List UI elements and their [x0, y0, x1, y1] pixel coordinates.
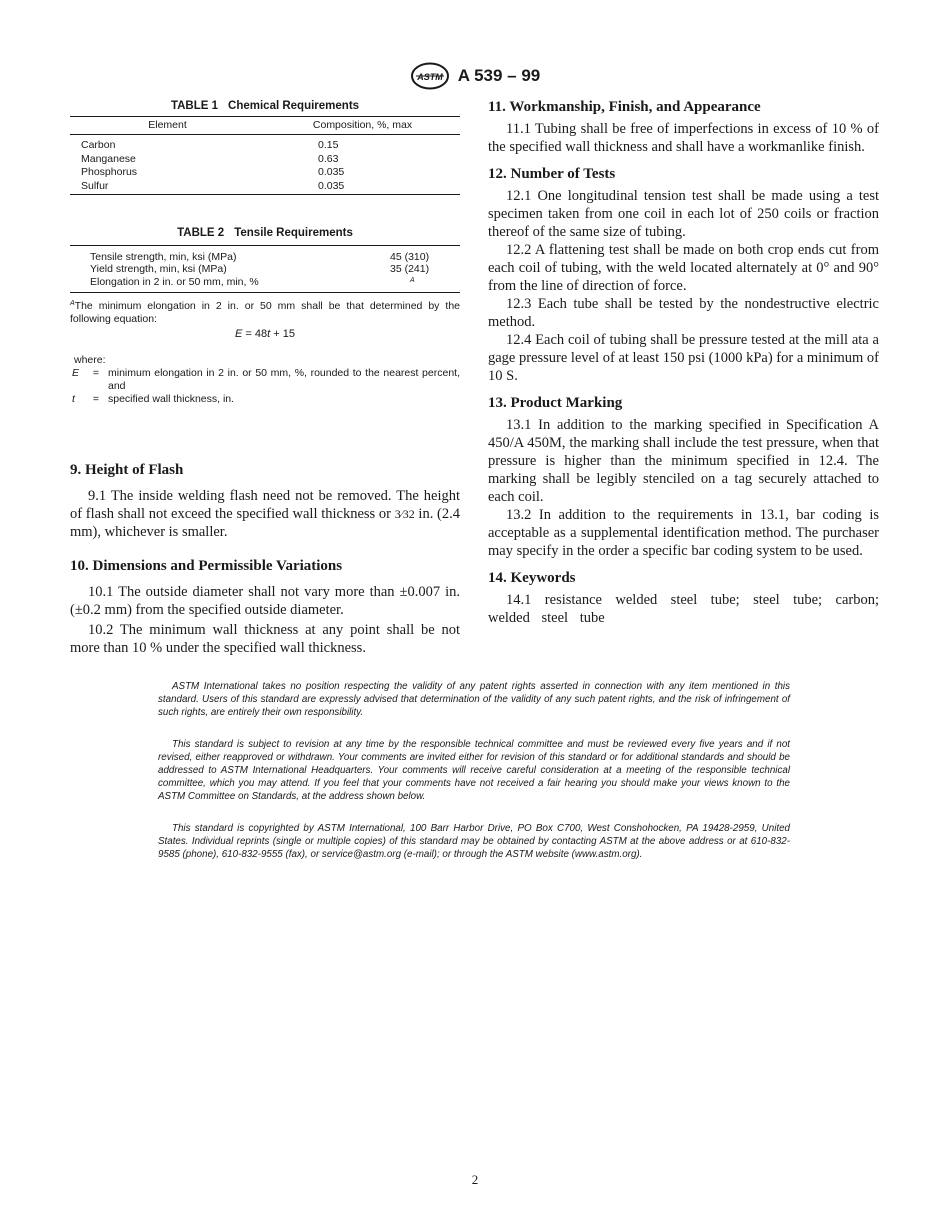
section-14-heading: 14. Keywords	[488, 570, 576, 586]
table2-caption: Tensile Requirements	[234, 227, 353, 239]
table-row	[70, 153, 460, 167]
section-9-1: 9.1 The inside welding flash need not be removed. The height of flash shall not exceed the specified wall thickness or 3⁄32 in. (2.4 mm), whichever is smaller.	[70, 488, 461, 540]
table2-label: Yield strength, min, ksi (MPa)	[90, 263, 227, 275]
section-10-2: 10.2 The minimum wall thickness at any point shall be not more than 10 % under the specified wall thickness.	[70, 622, 460, 656]
table2-number: TABLE 2	[177, 227, 225, 239]
table2-value: 45 (310)	[390, 246, 460, 264]
legal-notice-revision: This standard is subject to revision at any time by the responsible technical committee and must be reviewed every five years and if not revised, either reapproved or withdrawn. Your comments are invited either for revision of this standard or for additional standards and should be addressed to ASTM International Headquarters. Your comments will receive careful consideration at a meeting of the responsible technical committee, which you may attend. If you feel that your comments have not received a fair hearing you should make your views known to the ASTM Committee on Standards, at the address shown below.	[158, 739, 790, 802]
legal-notice-copyright: This standard is copyrighted by ASTM International, 100 Barr Harbor Drive, PO Box C700, West Conshohocken, PA 19428-2959, United States. Individual reprints (single or multiple copies) of this standard may be obtained by contacting ASTM at the above address or at 610-832-9585 (phone), 610-832-9555 (fax), or service@astm.org (e-mail); or through the ASTM website (www.astm.org).	[158, 823, 790, 860]
section-12-3: 12.3 Each tube shall be tested by the nondestructive electric method.	[488, 296, 879, 330]
table-row	[70, 246, 460, 264]
section-12-2: 12.2 A flattening test shall be made on both crop ends cut from each coil of tubing, with the weld located alternately at 0° and 90° from the line of direction of force.	[488, 242, 879, 294]
table1-value: 0.035	[265, 180, 460, 195]
elongation-equation: E = 48t + 15	[235, 328, 295, 340]
page-header	[0, 62, 950, 90]
table-row	[70, 166, 460, 180]
section-14-1: 14.1 resistance welded steel tube; steel tube; carbon; welded steel tube	[488, 592, 879, 626]
table1-value: 0.63	[318, 152, 339, 165]
table-tensile-requirements	[70, 245, 460, 293]
table-chemical-requirements	[70, 116, 460, 195]
table1-header-element: Element	[70, 117, 265, 135]
table-row	[70, 263, 460, 275]
table-row	[70, 275, 460, 293]
table1-title	[70, 98, 460, 114]
table1-element: Carbon	[81, 139, 116, 151]
table1-element: Manganese	[81, 152, 136, 165]
section-13-2: 13.2 In addition to the requirements in 13.1, bar coding is acceptable as a supplemental identification method. The purchaser may specify in the order a specific bar coding system to be used.	[488, 507, 879, 559]
section-9-heading: 9. Height of Flash	[70, 462, 184, 478]
table-row	[70, 135, 460, 153]
table1-element: Sulfur	[70, 180, 265, 195]
section-12-1: 12.1 One longitudinal tension test shall be made using a test specimen taken from one coil in each lot of 250 coils or fraction thereof of the same size of tubing.	[488, 188, 879, 240]
section-12-4: 12.4 Each coil of tubing shall be pressure tested at the mill ata a gage pressure level of at least 150 psi (1000 kPa) for a minimum of 10 S.	[488, 332, 879, 384]
page-number: 2	[471, 1172, 479, 1187]
logo-text: ASTM	[416, 72, 443, 82]
section-11-1: 11.1 Tubing shall be free of imperfections in excess of 10 % of the specified wall thickness and shall have a workmanlike finish.	[488, 121, 879, 155]
section-13-1: 13.1 In addition to the marking specified in Specification A 450/A 450M, the marking shall include the test pressure, when that pressure is higher than the minimum specified in 12.4. The marking shall be legibly stenciled on a tag securely attached to each coil.	[488, 417, 879, 505]
table2-label: Tensile strength, min, ksi (MPa)	[70, 246, 390, 264]
table1-caption: Chemical Requirements	[228, 100, 360, 112]
right-column	[488, 98, 879, 627]
table-row	[70, 180, 460, 195]
table1-header-composition: Composition, %, max	[265, 117, 460, 135]
footnote-text: The minimum elongation in 2 in. or 50 mm shall be that determined by the following equation:	[70, 300, 460, 325]
table2-title	[70, 225, 460, 241]
astm-logo-icon	[410, 62, 450, 90]
table2-footnote-ref: A	[410, 277, 415, 284]
legal-notice-patent: ASTM International takes no position respecting the validity of any patent rights asserted in connection with any item mentioned in this standard. Users of this standard are expressly advised that determination of the validity of any such patent rights, and the risk of infringement of such rights, are entirely their own responsibility.	[158, 681, 790, 718]
table1-number: TABLE 1	[170, 100, 219, 112]
table2-value: 35 (241)	[390, 263, 430, 275]
section-10-heading: 10. Dimensions and Permissible Variations	[70, 558, 343, 574]
section-11-heading: 11. Workmanship, Finish, and Appearance	[488, 99, 761, 115]
table1-value: 0.035	[318, 166, 345, 178]
left-column	[70, 98, 460, 657]
where-label: where:	[74, 354, 106, 366]
footnote-marker: A	[70, 300, 75, 307]
table2-label: Elongation in 2 in. or 50 mm, min, %	[70, 275, 390, 293]
definition-item: E = minimum elongation in 2 in. or 50 mm, %, rounded to the nearest percent, and	[72, 367, 460, 392]
section-12-heading: 12. Number of Tests	[488, 166, 616, 182]
table2-footnote	[70, 297, 460, 326]
table1-value: 0.15	[318, 139, 339, 151]
section-13-heading: 13. Product Marking	[488, 395, 623, 411]
definition-item: t = specified wall thickness, in.	[72, 393, 235, 405]
document-designation: A 539 – 99	[457, 66, 541, 85]
table1-element: Phosphorus	[81, 166, 138, 178]
section-10-1: 10.1 The outside diameter shall not vary more than ±0.007 in. (±0.2 mm) from the specified outside diameter.	[70, 584, 460, 618]
